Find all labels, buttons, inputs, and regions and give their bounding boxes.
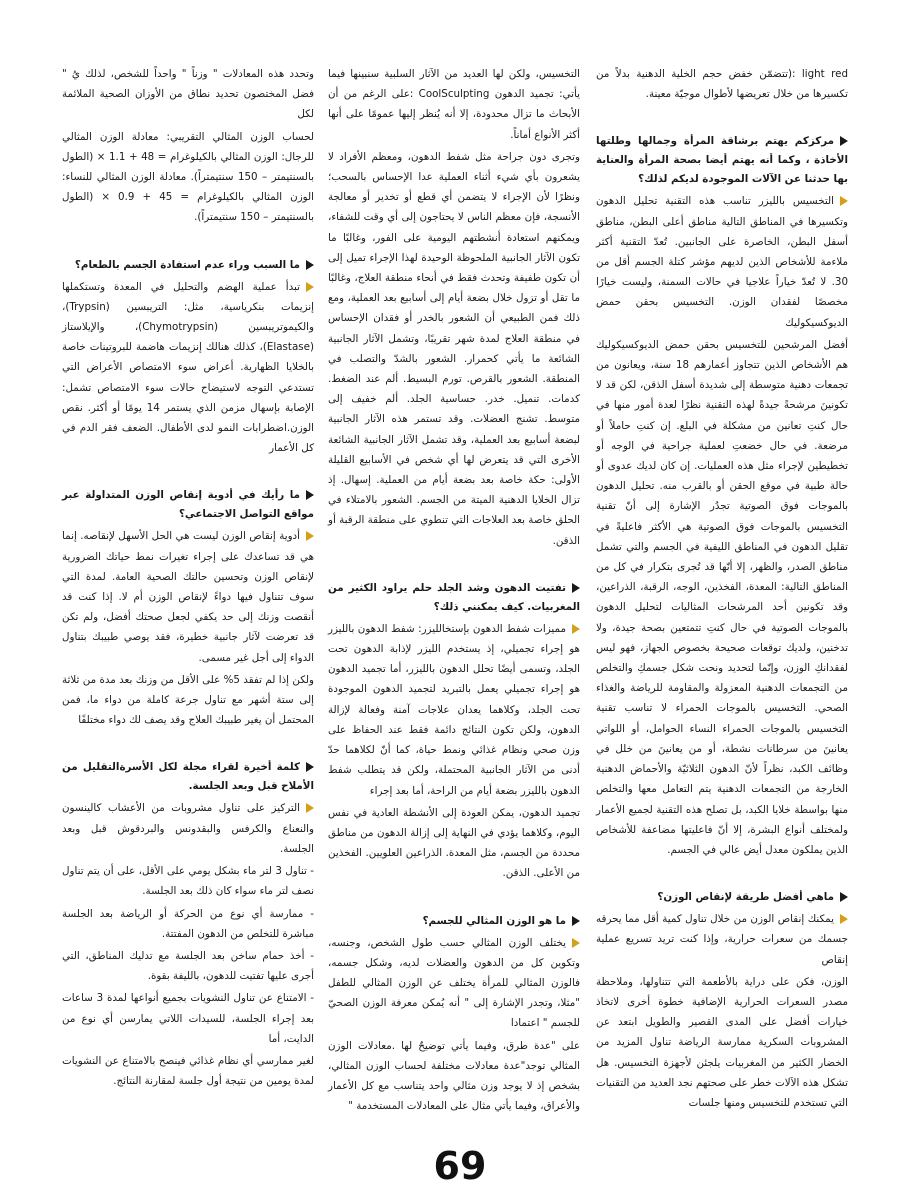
answer-text: يمكنك إنقاص الوزن من خلال تناول كمية أقل مما يحرقه جسمك من سعرات حرارية، وإذا كنت تريد تسريع عملية إنقاص [596,913,848,966]
answer-text: التركيز على تناول مشروبات من الأعشاب كالينسون والنعناع والكرفس والبقدونس والبردقوش قبل وبعد الجلسة. [62,802,314,855]
paragraph: ولكن إذا لم تفقد 5% على الأقل من وزنك بعد مدة من ثلاثة إلى ستة أشهر مع تناول جرعة كاملة من دواء ما، فمن المحتمل أن يغير طبيبك العلاج وقد يصف لك دواء مختلفًا [62,673,315,727]
article-column-right [596,64,848,1144]
question-text: مركزكم يهتم برشاقة المرأة وجمالها وطلتها الأخاذة ، وكما أنه يهتم أيضا بصحة المرأة والعناية بها حدثنا عن الآلات الموجودة لديكم لذلك؟ [596,135,848,186]
answer-marker-icon [572,624,580,634]
answer-marker-icon [306,282,314,292]
paragraph: light red :(تتضمّن خفض حجم الخلية الدهنية بدلاً من تكسيرها من خلال تعريضها لأطوال موجيّة معينة. [596,68,848,101]
interview-question [62,486,314,524]
list-item: - تناول 3 لتر ماء بشكل يومي على الأقل، على أن يتم تناول نصف لتر ماء سواء كان ذلك بعد الجلسة. [62,865,314,898]
interview-question [62,758,314,796]
answer-paragraph [62,526,314,667]
interview-question [596,888,848,907]
list-item: - الامتناع عن تناول النشويات بجميع أنواعها لمدة 3 ساعات بعد إجراء الجلسة، للسيدات اللاتي يمارسن أي نوع من الدايت، أما [62,992,314,1045]
interview-question [62,256,314,275]
question-marker-icon [572,916,580,926]
question-text: ما السبب وراء عدم استفادة الجسم بالطعام؟ [74,258,300,271]
question-marker-icon [306,490,314,500]
answer-marker-icon [840,196,848,206]
question-marker-icon [572,583,580,593]
paragraph: لحساب الوزن المثالي التقريبي: معادلة الوزن المثالي للرجال: الوزن المثالي بالكيلوغرام = 48 + 1.1 × (الطول بالسنتيمتر – 150 سنتيمتراً). معادلة الوزن المثالي للنساء: الوزن المثالي بالكيلوغرام = 45 + 0.9 × (الطول بالسنتيمتر – 150 سنتيمتراً). [62,130,315,224]
paragraph: وتجرى دون جراحة مثل شفط الدهون، ومعظم الأفراد لا يشعرون بأي شيء أثناء العملية عدا الإحساس بالسحب؛ ونظرًا لأن الإجراء لا يتضمن أي قطع أو تخدير أو معالجة الأنسجة، فإن معظم الناس لا يحتاجون إلى أي وقت للشفاء، ويمكنهم استعادة أنشطتهم اليومية على الفور، وغالبًا ما تكون الآثار الجانبية الملحوظة الوحيدة لهذا الإجراء تميل إلى أن تكون طفيفة وتحدث فقط في أنحاء منطقة العلاج، وغالبًا ما تقل أو تزول خلال بضعة أيام إلى أسابيع بعد العملية، ومع ذلك فمن الطبيعي أن الشعور بالخدر أو فقدان الإحساس في منطقة العلاج لمدة شهر تقريبًا، وتشمل الآثار الجانبية الشائعة ما يأتي كحمرار. الشعور بالشدّ والتصلب في المنطقة. الشعور بالقرص. تورم البسيط. ألم عند الضغط. كدمات. تنميل. خدر. حساسية الجلد. ألم خفيف إلى متوسط. تشنج العضلات. وقد تستمر هذه الآثار الجانبية لبضعة أسابيع بعد العملية، وقد تشمل الآثار الجانبية الشائعة الأخرى التي قد يتعرض لها أي شخص في الأسابيع القليلة الأولى: حكة خاصة بعد بضعة أيام من العملية. إسهال. إذ تزال الخلايا الدهنية الميتة من الجسم. الشعور بالامتلاء في الحلق خاصة بعد العلاجات التي تنطوي على منطقة الرقبة أو الذقن. [328,150,580,547]
answer-paragraph [596,909,848,970]
answer-marker-icon [840,914,848,924]
paragraph: على "عدة طرق، وفيما يأتي توضيحٌ لها .معادلات الوزن المثالي توجد"عدة معادلات مختلفة لحساب الوزن المثالي، بشخص إذ لا يوجد وزن مثالي واحد يتناسب مع كل الأعمار والأعراق، وفيما يأتي مثال على المعادلات المستخدمة " [328,1039,580,1113]
answer-marker-icon [572,938,580,948]
question-text: تفتيت الدهون وشد الجلد حلم يراود الكثير من المغربيات. كيف يمكنني ذلك؟ [328,581,580,613]
question-text: ما رأيك في أدوية إنقاص الوزن المتداولة عبر مواقع التواصل الاجتماعي؟ [62,489,314,521]
paragraph: التخسيس، ولكن لها العديد من الآثار السلبية سنبينها فيما يأتي: تجميد الدهون CoolSculpting :على الرغم من أن الأبحاث ما تزال محدودة، إلا أنه يُنظر إليها عمومًا على أنها أكثر الأنواع أماناً. [328,68,580,141]
question-marker-icon [306,260,314,270]
question-marker-icon [840,136,848,146]
answer-paragraph [328,619,580,801]
question-text: ما هو الوزن المثالي للجسم؟ [422,914,566,927]
answer-text: مميزات شفط الدهون بإستخالليزر: شفط الدهون بالليزر هو إجراء تجميلي، إذ يستخدم الليزر لإذابة الدهون تحت الجلد، وتسمى أيضًا تحلل الدهون بالليزر، أما تجميد الدهون هو إجراء تجميلي يعمل بالتبريد لتجميد الدهون الموجودة تحت الجلد، وكلاهما يعدان علاجات آمنة وفعالة لإزالة الدهون، ولكن تكون النتائج دائمة فقط عند الحفاظ على وزن صحي ونظام غذائي ونمط حياة، كما أنّ لكلاهما حدّ أدنى من الآثار الجانبية المحتملة، ولكن قد يتطلب شفط الدهون بالليزر بضعة أيام من الراحة، أما بعد إجراء [328,622,580,797]
article-column-left [62,64,315,1088]
answer-marker-icon [306,531,314,541]
answer-text: تبدأ عملية الهضم والتحليل في المعدة وتستكملها إنزيمات بنكرياسية، مثل: التريبسين (Trypsin)، والكيموتريبسين (Chymotrypsin)، والإيلاستاز (Elastase)، كذلك هنالك إنزيمات هاضمة للبروتينات خاصة بالخلايا الظهارية. أعراض سوء الامتصاص الأعراض التي تستدعي التوجه لاستيضاح حالات سوء الامتصاص تشمل: الإصابة بإسهال مزمن الذي يستمر 14 يومًا أو أكثر. نقص الوزن.اضطرابات النمو لدى الأطفال. الضعف فقر الدم في كل الأعمار [62,280,315,455]
question-marker-icon [306,762,314,772]
paragraph: وتحدد هذه المعادلات " وزناً " واحداً للشخص، لذلك يُ " فضل المختصون تحديد نطاق من الأوزان الصحية الملائمة لكل [62,68,314,121]
answer-paragraph [328,933,580,1034]
paragraph: الوزن، فكن على دراية بالأطعمة التي تتناولها، وملاحظة مصدر السعرات الحرارية الإضافية خطوة أخرى لاتخاذ خيارات أفضل على المدى القصير والطويل ابتعد عن المشروبات السكرية ممارسة الرياضة تناول المزيد من الخضار الكثير من المغربيات يلجئن لأجهزة التخسيس. هل تشكل هذه الآلات خطر على صحتهم نجد العديد من التقنيات التي تستخدم للتخسيس ومنها جلسات [596,975,848,1109]
article-column-middle [328,64,580,1113]
paragraph: لغير ممارسي أي نظام غذائي فينصح بالامتناع عن النشويات لمدة يومين من نتيجة أول جلسة لمقارنة النتائج. [62,1054,314,1088]
question-text: ماهي أفضل طريقة لإنقاص الوزن؟ [657,891,834,904]
question-marker-icon [840,892,848,902]
question-text: كلمة أخيرة لقراء مجلة لكل الأسرةالتقليل من الأملاح قبل وبعد الجلسة. [62,761,314,793]
interview-question [328,579,580,617]
answer-text: يختلف الوزن المثالي حسب طول الشخص، وجنسه، وتكوين كل من الدهون والعضلات لديه، وشكل جسمه، فالوزن المثالي للمرأة يختلف عن الوزن المثالي للطفل "مثلا، وتجدر الإشارة إلى " أنه يُمكن معرفة الوزن الصحيّ للجسم " اعتمادا [328,936,580,1030]
interview-question [596,132,848,189]
answer-paragraph [596,191,848,332]
answer-paragraph [62,277,314,459]
list-item: - ممارسة أي نوع من الحركة أو الرياضة بعد الجلسة مباشرة للتخلص من الدهون المفتتة. [62,907,314,940]
list-item: - أخذ حمام ساخن بعد الجلسة مع تدليك المناطق، التي أجرى عليها تفتيت للدهون، بالليفة بقوة. [62,949,314,983]
answer-paragraph [62,798,314,859]
answer-text: أدوية إنقاص الوزن ليست هي الحل الأسهل لإنقاصه. إنما هي قد تساعدك على إجراء تغيرات نمط حياتك الضرورية لإنقاص الوزن وتحسين حالتك الصحية العامة. لمدة التي سوف تتناول فيها دواءً لإنقاص الوزن أم لا. إذا كنت قد أنقصت وزنك إلى حد يكفي لجعل صحتك أفضل، ولم تكن قد تعرضت لآثار جانبية خطيرة، فقد يوصي طبيبك بتناول الدواء إلى أجل غير مسمى. [62,530,314,664]
interview-question [328,912,580,931]
answer-marker-icon [306,803,314,813]
page-number: 69 [433,1144,487,1188]
paragraph: تجميد الدهون، يمكن العودة إلى الأنشطة العادية في نفس اليوم، وكلاهما يؤدي في النهاية إلى إزالة الدهون من مناطق محددة من الجسم، مثل المعدة. الذراعين العلويين. الفخذين من الأعلى. الذقن. [328,806,580,880]
answer-text: التخسيس بالليزر تناسب هذه التقنية تحليل الدهون وتكسيرها في المناطق التالية مناطق أعلى البطن، مناطق أسفل البطن، الخاصرة على الجانبين. تُعدّ التقنية أكثر ملاءمة للأشخاص الذين لديهم مؤشر كتلة الجسم أقل من 30. لا تُعدّ خياراً علاجيا في حالات السمنة، وليست خيارًا مخصصًا لفقدان الوزن. التخسيس بحقن حمض الديوكسيكوليك [596,195,848,329]
paragraph: أفضل المرشحين للتخسيس بحقن حمض الديوكسيكوليك هم الأشخاص الذين تتجاوز أعمارهم 18 سنة، ويعانون من تجمعات دهنية متوسطة إلى شديدة أسفل الذقن، لكن قد لا تكونينَ مرشحةً جيدةً لهذه التقنية نظرًا لعدة أمور منها في حال كنتِ تعانين من مشكلة في البلع. إن كنتِ حاملاً أو مرضعة. في حال خضعتِ لعملية جراحية في الوجه أو تخطيطين لإجراء مثل هذه العمليات. إن كان لديك عدوى أو حالة طبية في موقع الحقن أو بالقرب منه. تحليل الدهون بالموجات فوق الصوتية تجدُر الإشارة إلى أنّ تقنية التخسيس بالموجات فوق الصوتية هي الأكثر فاعليةً في تقليل الدهون في المناطق الليفية في الجسم والتي تشمل مناطق الصدر، والظهر، إلا أنّها قد تُجرى بتكرار في كل من المناطق التالية: المعدة، الفخذين، الوجه، الرقبة، الذراعين، وقد تكونين أحد المرشحات المثاليات لتحليل الدهون بالموجات الصوتية في حال كنتِ تتمتعين بصحة جيدة، ولا تدخنين، ولديك توقعات صحيحة بخصوص الجهاز، فهو ليس لفقدانكِ الوزن، وإنّما لتحديد ونحت شكل جسمكِ والتخلص من التجمعات الدهنية المعزولة والمقاومة للرياضة والغذاء الصحي. التخسيس بالموجات الحمراء لا تناسب تقنية التخسيس بالموجات الحمراء النساء الحوامل، أو اللواتي يعانينَ من سرطانات نشطة، أو من يعانينَ من خلل في وظائف الكبد، نظراً لأنّ الدهون الثلاثيّة والأحماض الدهنية الخارجة من التجمعات الدهنية يتم التعامل معها والتخلص منها بواسطة خلايا الكبد، بل تصلح هذه التقنية لجميع الأعمار ولمختلف أنواع البشرة، إلا أنّ فاعليتها مضاعفة للأشخاص الذين يملكون معدل أيض عالي في الجسم. [596,338,848,856]
